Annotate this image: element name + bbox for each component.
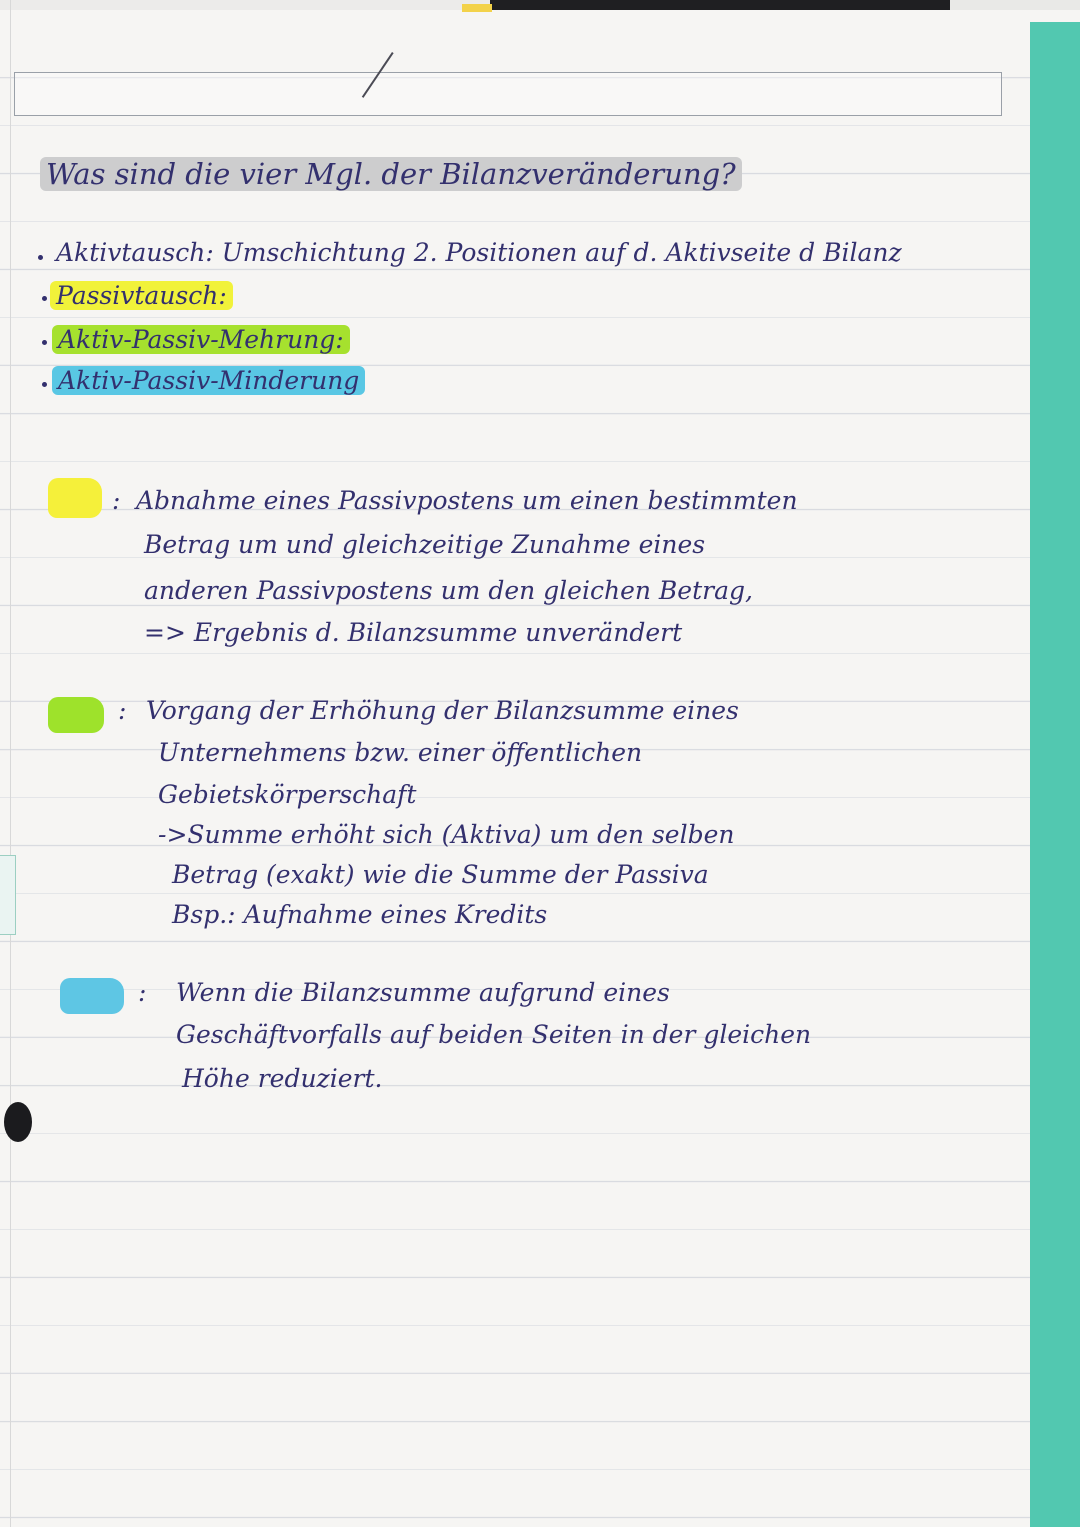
left-margin-line: [10, 0, 11, 1527]
definition-line: ->Summe erhöht sich (Aktiva) um den selben: [158, 820, 735, 849]
list-item-aktivtausch: [56, 240, 902, 265]
list-item-passivtausch: [50, 283, 233, 308]
aktivtausch-label: Aktivtausch:: [56, 238, 214, 267]
bullet-dot: [42, 296, 47, 301]
aktivtausch-text: Umschichtung 2. Positionen auf d. Aktivseite d Bilanz: [221, 238, 902, 267]
definition-line: Bsp.: Aufnahme eines Kredits: [172, 900, 548, 929]
green-marker-swatch: [48, 697, 104, 733]
question-text: Was sind die vier Mgl. der Bilanzveränderung?: [40, 157, 742, 191]
header-box: [14, 72, 1002, 116]
list-item-mehrung: [52, 327, 350, 352]
definition-line: Wenn die Bilanzsumme aufgrund eines: [176, 978, 670, 1007]
definition-line: => Ergebnis d. Bilanzsumme unverändert: [144, 618, 683, 647]
list-item-minderung: [52, 368, 365, 393]
bullet-dot: [42, 340, 47, 345]
bullet-dot: [38, 255, 43, 260]
definition-line: Abnahme eines Passivpostens um einen bestimmten: [136, 486, 798, 515]
left-index-tab: [0, 855, 16, 935]
definition-line: anderen Passivpostens um den gleichen Betrag,: [144, 576, 753, 605]
blue-marker-swatch: [60, 978, 124, 1014]
minderung-label: Aktiv-Passiv-Minderung: [52, 366, 365, 395]
definition-line: Unternehmens bzw. einer öffentlichen: [158, 738, 643, 767]
definition-colon: :: [138, 978, 147, 1007]
mehrung-label: Aktiv-Passiv-Mehrung:: [52, 325, 350, 354]
definition-colon: :: [118, 696, 127, 725]
yellow-marker-swatch: [48, 478, 102, 518]
definition-line: Vorgang der Erhöhung der Bilanzsumme eines: [146, 696, 739, 725]
bullet-dot: [42, 382, 47, 387]
definition-line: Höhe reduziert.: [182, 1064, 383, 1093]
page-top-edge: [0, 0, 1080, 10]
punch-hole: [4, 1102, 32, 1142]
definition-line: Geschäftvorfalls auf beiden Seiten in der gleichen: [176, 1020, 812, 1049]
definition-colon: :: [112, 486, 121, 515]
definition-line: Betrag um und gleichzeitige Zunahme eines: [144, 530, 706, 559]
yellow-tab-edge: [462, 4, 492, 12]
definition-line: Gebietskörperschaft: [158, 780, 417, 809]
side-color-strip: [1030, 22, 1080, 1527]
passivtausch-label: Passivtausch:: [50, 281, 233, 310]
page-title: [40, 157, 742, 191]
definition-line: Betrag (exakt) wie die Summe der Passiva: [172, 860, 709, 889]
